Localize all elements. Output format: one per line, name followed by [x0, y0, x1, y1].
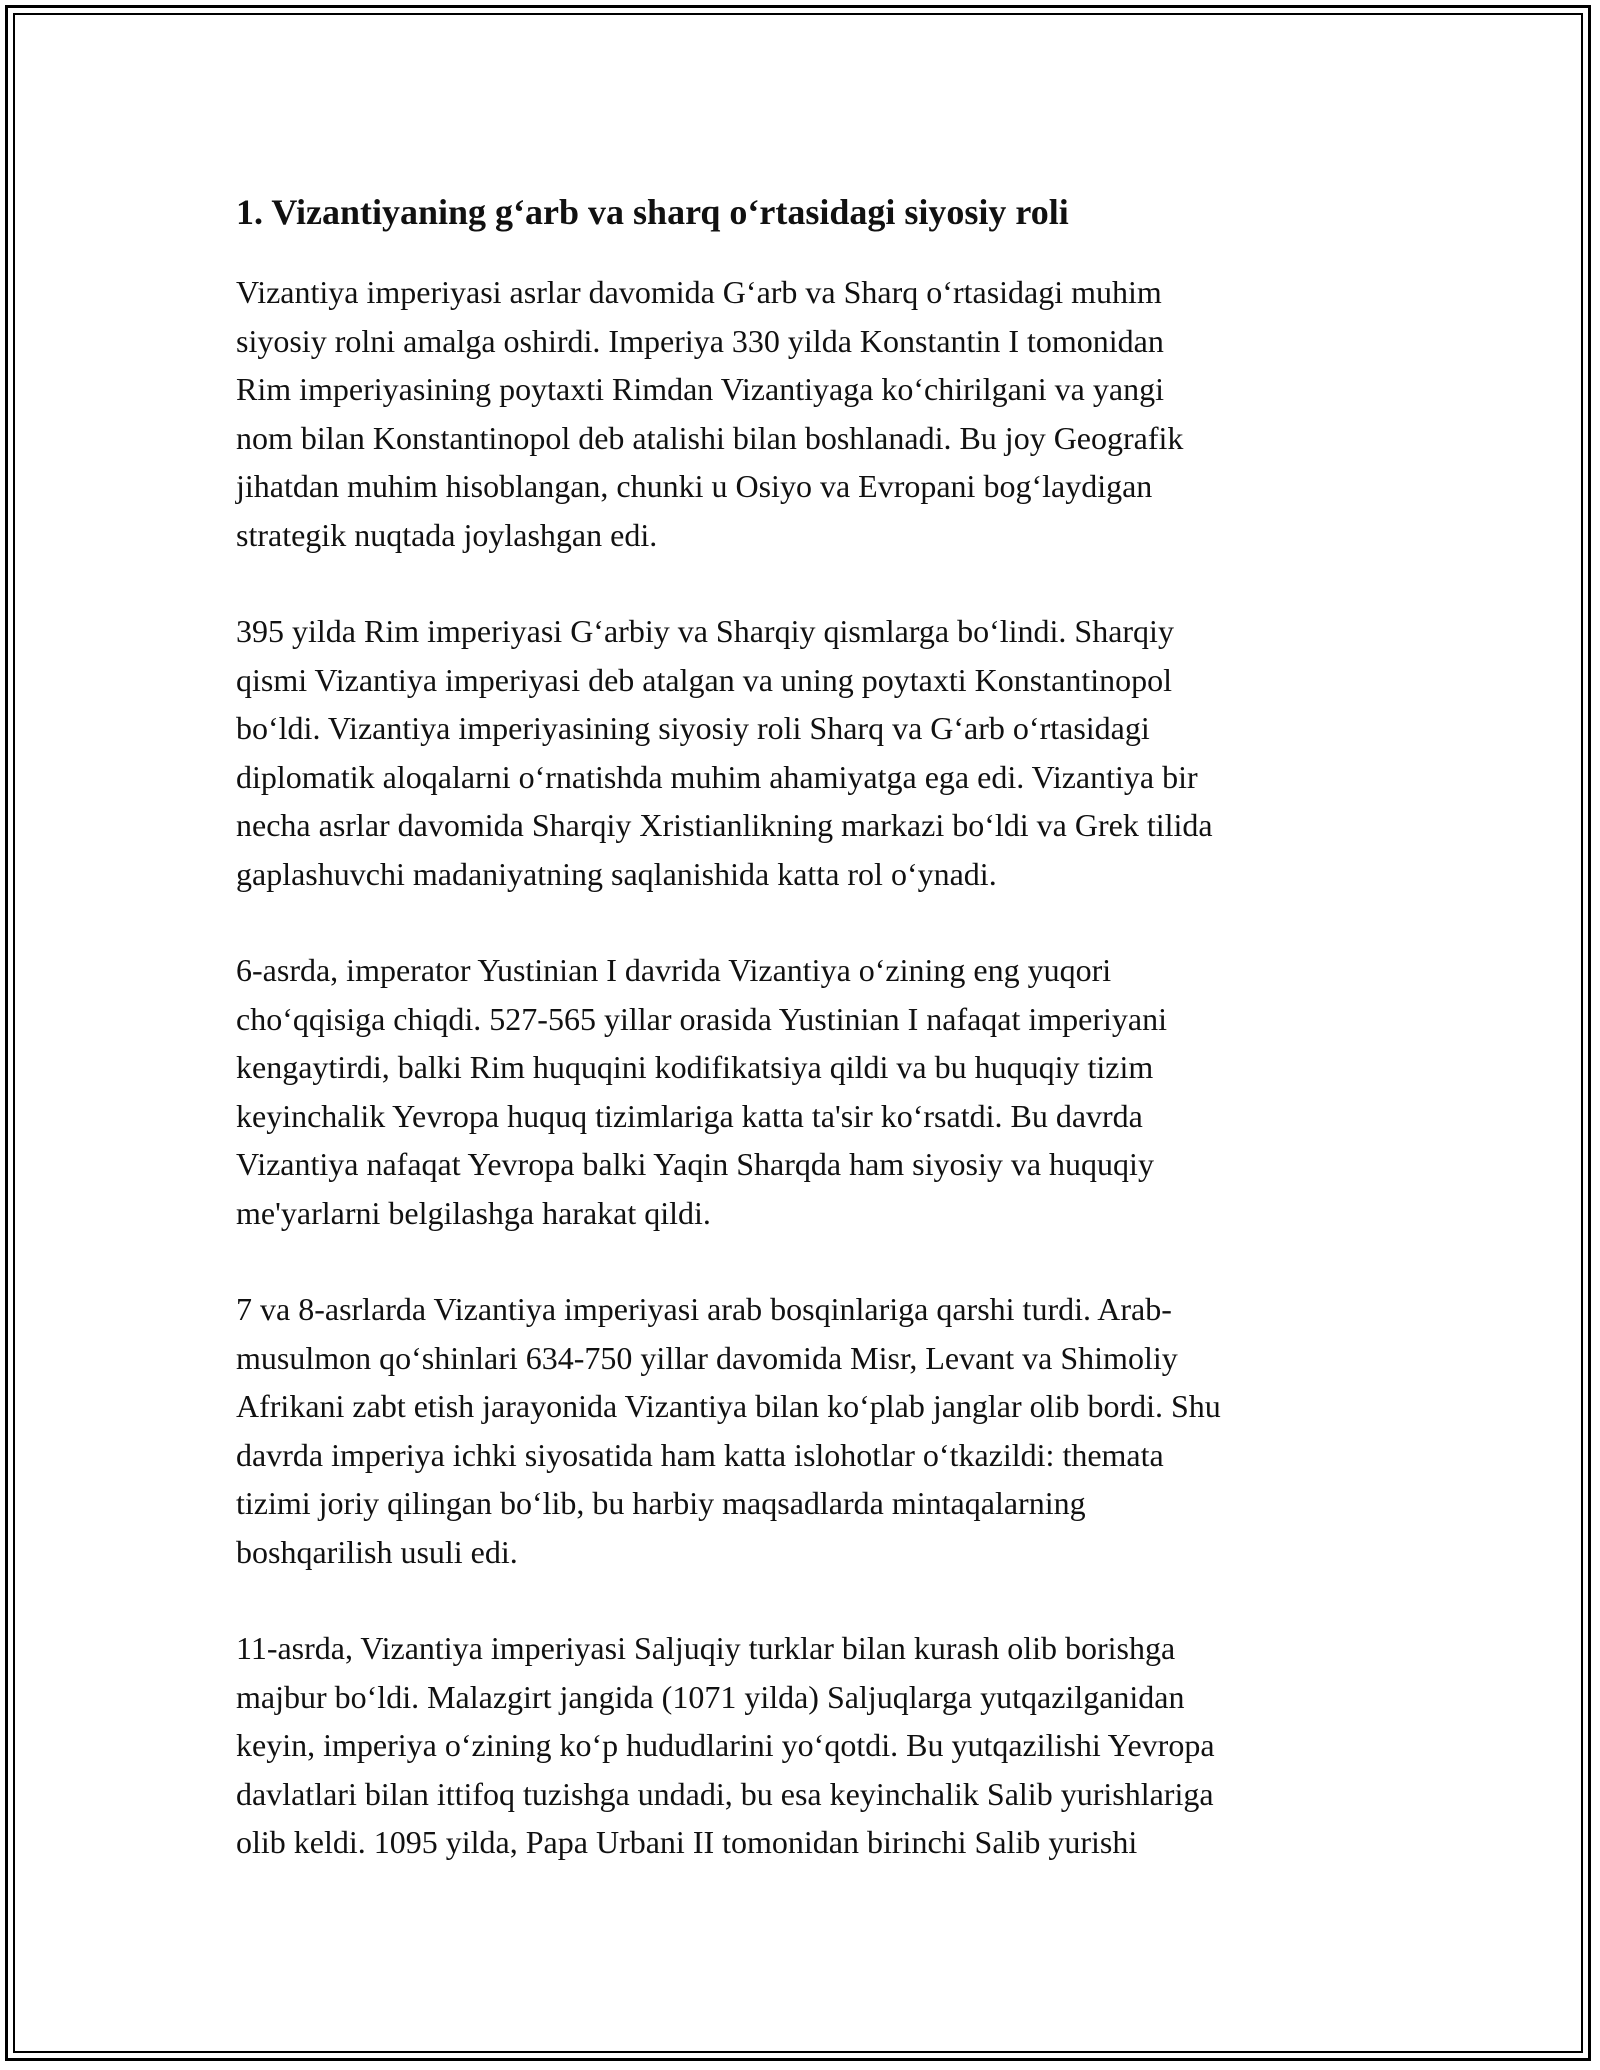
paragraph-2: [236, 607, 1386, 898]
paragraph-line: 7 va 8-asrlarda Vizantiya imperiyasi arab bosqinlariga qarshi turdi. Arab-: [236, 1291, 1172, 1327]
paragraph-5: [236, 1624, 1386, 1867]
paragraph-line: cho‘qqisiga chiqdi. 527-565 yillar orasida Yustinian I nafaqat imperiyani: [236, 1000, 1168, 1037]
paragraph-line: Vizantiya nafaqat Yevropa balki Yaqin Sharqda ham siyosiy va huquqiy: [236, 1146, 1154, 1182]
paragraph-line: majbur bo‘ldi. Malazgirt jangida (1071 yilda) Saljuqlarga yutqazilganidan: [236, 1678, 1185, 1715]
paragraph-line: nom bilan Konstantinopol deb atalishi bilan boshlanadi. Bu joy Geografik: [236, 419, 1184, 456]
paragraph-line: keyin, imperiya o‘zining ko‘p hududlarini yo‘qotdi. Bu yutqazilishi Yevropa: [236, 1727, 1215, 1763]
paragraph-line: olib keldi. 1095 yilda, Papa Urbani II tomonidan birinchi Salib yurishi: [236, 1824, 1138, 1860]
paragraph-line: boshqarilish usuli edi.: [236, 1533, 518, 1570]
paragraph-4: [236, 1285, 1386, 1576]
paragraph-1: [236, 268, 1386, 559]
paragraph-line: tizimi joriy qilingan bo‘lib, bu harbiy maqsadlarda mintaqalarning: [236, 1485, 1086, 1521]
paragraph-line: kengaytirdi, balki Rim huquqini kodifikatsiya qildi va bu huquqiy tizim: [236, 1049, 1154, 1085]
paragraph-3: [236, 946, 1386, 1237]
paragraph-line: davlatlari bilan ittifoq tuzishga undadi, bu esa keyinchalik Salib yurishlariga: [236, 1775, 1214, 1812]
paragraph-line: Vizantiya imperiyasi asrlar davomida G‘arb va Sharq o‘rtasidagi muhim: [236, 274, 1162, 310]
paragraph-line: siyosiy rolni amalga oshirdi. Imperiya 330 yilda Konstantin I tomonidan: [236, 322, 1164, 359]
paragraph-line: bo‘ldi. Vizantiya imperiyasining siyosiy roli Sharq va G‘arb o‘rtasidagi: [236, 710, 1150, 746]
paragraph-line: gaplashuvchi madaniyatning saqlanishida katta rol o‘ynadi.: [236, 855, 997, 892]
paragraph-line: strategik nuqtada joylashgan edi.: [236, 516, 658, 553]
paragraph-line: jihatdan muhim hisoblangan, chunki u Osiyo va Evropani bog‘laydigan: [236, 468, 1153, 504]
paragraph-line: keyinchalik Yevropa huquq tizimlariga katta ta'sir ko‘rsatdi. Bu davrda: [236, 1097, 1143, 1134]
paragraph-line: qismi Vizantiya imperiyasi deb atalgan va uning poytaxti Konstantinopol: [236, 661, 1172, 698]
paragraph-line: davrda imperiya ichki siyosatida ham katta islohotlar o‘tkazildi: themata: [236, 1436, 1164, 1473]
paragraph-line: 11-asrda, Vizantiya imperiyasi Saljuqiy turklar bilan kurash olib borishga: [236, 1630, 1176, 1666]
paragraph-line: diplomatik aloqalarni o‘rnatishda muhim ahamiyatga ega edi. Vizantiya bir: [236, 758, 1198, 795]
document-body: [236, 186, 1386, 1915]
paragraph-line: me'yarlarni belgilashga harakat qildi.: [236, 1194, 711, 1231]
section-heading: 1. Vizantiyaning g‘arb va sharq o‘rtasidagi siyosiy roli: [236, 192, 1069, 232]
paragraph-line: necha asrlar davomida Sharqiy Xristianlikning markazi bo‘ldi va Grek tilida: [236, 807, 1213, 843]
paragraph-line: Afrikani zabt etish jarayonida Vizantiya bilan ko‘plab janglar olib bordi. Shu: [236, 1388, 1221, 1424]
paragraph-line: musulmon qo‘shinlari 634-750 yillar davomida Misr, Levant va Shimoliy: [236, 1339, 1178, 1376]
paragraph-line: 395 yilda Rim imperiyasi G‘arbiy va Sharqiy qismlarga bo‘lindi. Sharqiy: [236, 613, 1174, 649]
paragraph-line: 6-asrda, imperator Yustinian I davrida Vizantiya o‘zining eng yuqori: [236, 952, 1112, 988]
paragraph-line: Rim imperiyasining poytaxti Rimdan Vizantiyaga ko‘chirilgani va yangi: [236, 371, 1164, 407]
